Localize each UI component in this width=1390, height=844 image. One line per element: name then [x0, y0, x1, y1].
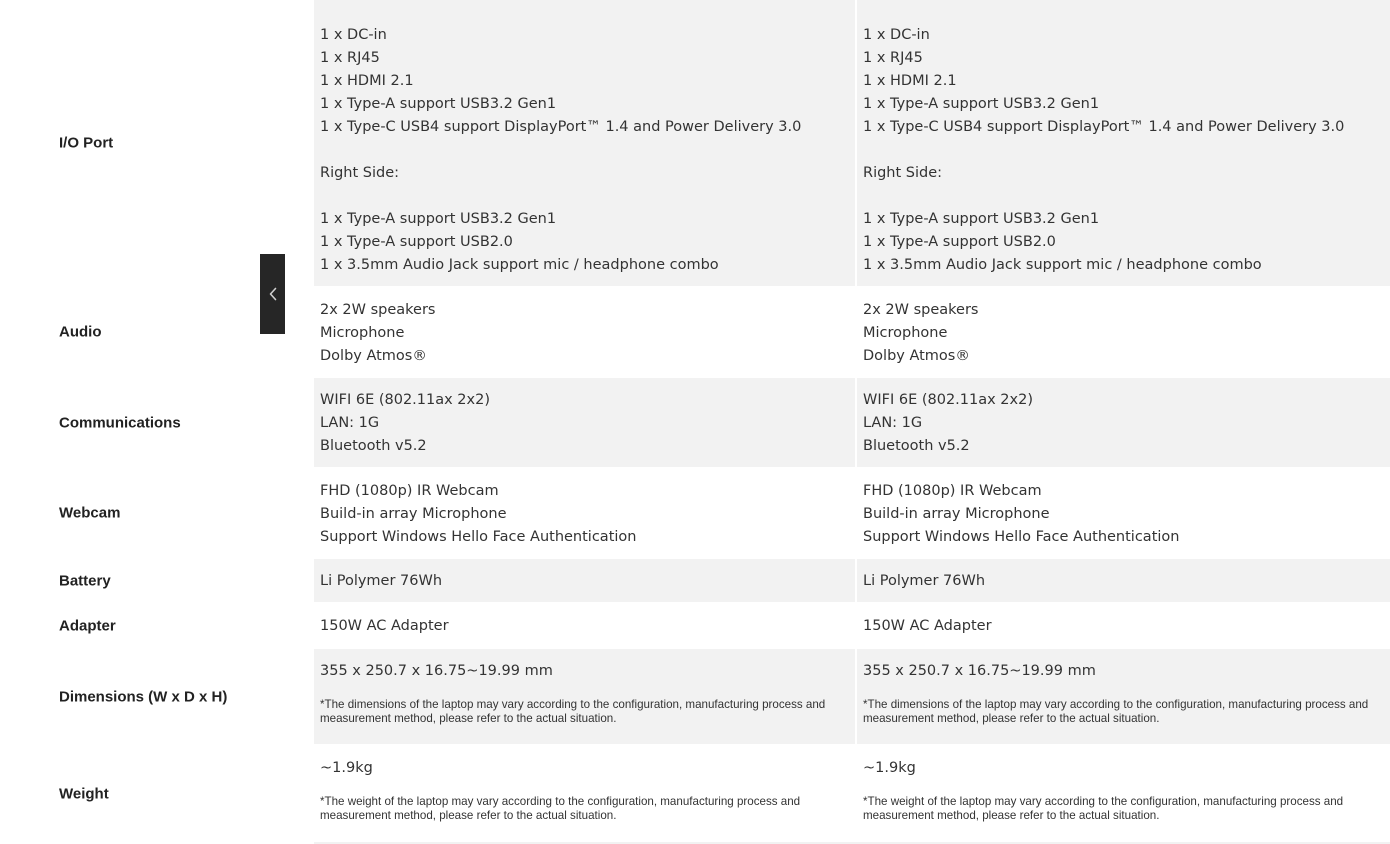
spec-line: 1 x HDMI 2.1 [863, 73, 957, 89]
spec-row-communications [0, 378, 1390, 467]
spec-line: Dolby Atmos® [320, 348, 427, 364]
spec-line: 150W AC Adapter [863, 618, 992, 634]
spec-line: 1 x Type-A support USB3.2 Gen1 [320, 211, 557, 227]
spec-value-col2 [857, 288, 1390, 376]
spec-value-col1 [314, 0, 855, 286]
spec-line: Support Windows Hello Face Authentication [863, 529, 1180, 545]
spec-line: 1 x Type-A support USB3.2 Gen1 [863, 96, 1100, 112]
spec-line: FHD (1080p) IR Webcam [863, 483, 1042, 499]
spec-line: 1 x 3.5mm Audio Jack support mic / headphone combo [320, 257, 719, 273]
spec-line: 1 x HDMI 2.1 [320, 73, 414, 89]
spec-value-col1 [314, 604, 855, 647]
spec-line: Right Side: [863, 165, 943, 181]
spec-line: 1 x 3.5mm Audio Jack support mic / headphone combo [863, 257, 1262, 273]
spec-line-spacer [863, 185, 1384, 208]
spec-line-spacer [320, 185, 849, 208]
spec-line: 355 x 250.7 x 16.75~19.99 mm [863, 663, 1096, 679]
spec-line: 1 x RJ45 [863, 50, 923, 66]
spec-row-audio [0, 288, 1390, 376]
spec-value-col2 [857, 469, 1390, 557]
spec-row-battery [0, 559, 1390, 602]
spec-line: LAN: 1G [320, 415, 380, 431]
spec-footnote: *The dimensions of the laptop may vary according to the configuration, manufacturing process and measurement method, please refer to the actual situation. [320, 698, 826, 725]
spec-value-col1 [314, 378, 855, 467]
previous-column-button[interactable] [260, 254, 285, 334]
spec-line: Li Polymer 76Wh [863, 573, 986, 589]
spec-label: Dimensions (W x D x H) [59, 688, 228, 705]
spec-line: 2x 2W speakers [320, 302, 436, 318]
spec-label: Weight [59, 785, 109, 803]
spec-line: Microphone [863, 325, 948, 341]
spec-label: Audio [59, 323, 102, 341]
spec-value-col1 [314, 649, 855, 744]
spec-row-io-port [0, 0, 1390, 286]
spec-line: 1 x Type-C USB4 support DisplayPort™ 1.4 and Power Delivery 3.0 [863, 119, 1345, 135]
spec-value-col2 [857, 378, 1390, 467]
spec-value-col2 [857, 0, 1390, 286]
spec-value-col2 [857, 649, 1390, 744]
spec-line: Bluetooth v5.2 [863, 438, 970, 454]
spec-value-col2 [857, 604, 1390, 647]
spec-line: ~1.9kg [320, 760, 373, 776]
chevron-left-icon [268, 286, 278, 302]
spec-label: Adapter [59, 617, 116, 634]
spec-line: Build-in array Microphone [863, 506, 1050, 522]
spec-line: Microphone [320, 325, 405, 341]
spec-row-adapter [0, 604, 1390, 647]
spec-line: LAN: 1G [863, 415, 923, 431]
spec-line: 355 x 250.7 x 16.75~19.99 mm [320, 663, 553, 679]
spec-line: Support Windows Hello Face Authentication [320, 529, 637, 545]
spec-line: Build-in array Microphone [320, 506, 507, 522]
spec-line: 1 x Type-A support USB2.0 [320, 234, 513, 250]
spec-line: Dolby Atmos® [863, 348, 970, 364]
spec-line: Bluetooth v5.2 [320, 438, 427, 454]
spec-line: ~1.9kg [863, 760, 916, 776]
spec-value-col2 [857, 746, 1390, 842]
spec-line: FHD (1080p) IR Webcam [320, 483, 499, 499]
spec-line: Right Side: [320, 165, 400, 181]
spec-row-weight [0, 746, 1390, 842]
spec-label: I/O Port [59, 134, 114, 152]
spec-line-spacer [320, 139, 849, 162]
spec-line: 1 x RJ45 [320, 50, 380, 66]
spec-line: 1 x Type-A support USB2.0 [863, 234, 1056, 250]
spec-footnote: *The weight of the laptop may vary according to the configuration, manufacturing process and measurement method, please refer to the actual situation. [320, 795, 801, 822]
spec-label: Battery [59, 572, 111, 589]
spec-line: 150W AC Adapter [320, 618, 449, 634]
spec-line: 1 x DC-in [863, 27, 930, 43]
spec-line: 2x 2W speakers [863, 302, 979, 318]
spec-line: WIFI 6E (802.11ax 2x2) [863, 392, 1033, 408]
spec-line: 1 x Type-A support USB3.2 Gen1 [863, 211, 1100, 227]
spec-footnote: *The weight of the laptop may vary according to the configuration, manufacturing process and measurement method, please refer to the actual situation. [863, 795, 1344, 822]
spec-value-col1 [314, 469, 855, 557]
spec-label: Communications [59, 414, 181, 431]
spec-value-col1 [314, 559, 855, 602]
spec-value-col1 [314, 746, 855, 842]
spec-line: WIFI 6E (802.11ax 2x2) [320, 392, 490, 408]
spec-value-col1 [314, 288, 855, 376]
spec-line: 1 x Type-C USB4 support DisplayPort™ 1.4 and Power Delivery 3.0 [320, 119, 802, 135]
spec-row-dimensions [0, 649, 1390, 744]
spec-row-webcam [0, 469, 1390, 557]
spec-line: Li Polymer 76Wh [320, 573, 443, 589]
spec-label: Webcam [59, 504, 121, 522]
spec-footnote: *The dimensions of the laptop may vary according to the configuration, manufacturing process and measurement method, please refer to the actual situation. [863, 698, 1369, 725]
spec-line: 1 x Type-A support USB3.2 Gen1 [320, 96, 557, 112]
spec-line-spacer [863, 139, 1384, 162]
spec-line: 1 x DC-in [320, 27, 387, 43]
spec-value-col2 [857, 559, 1390, 602]
